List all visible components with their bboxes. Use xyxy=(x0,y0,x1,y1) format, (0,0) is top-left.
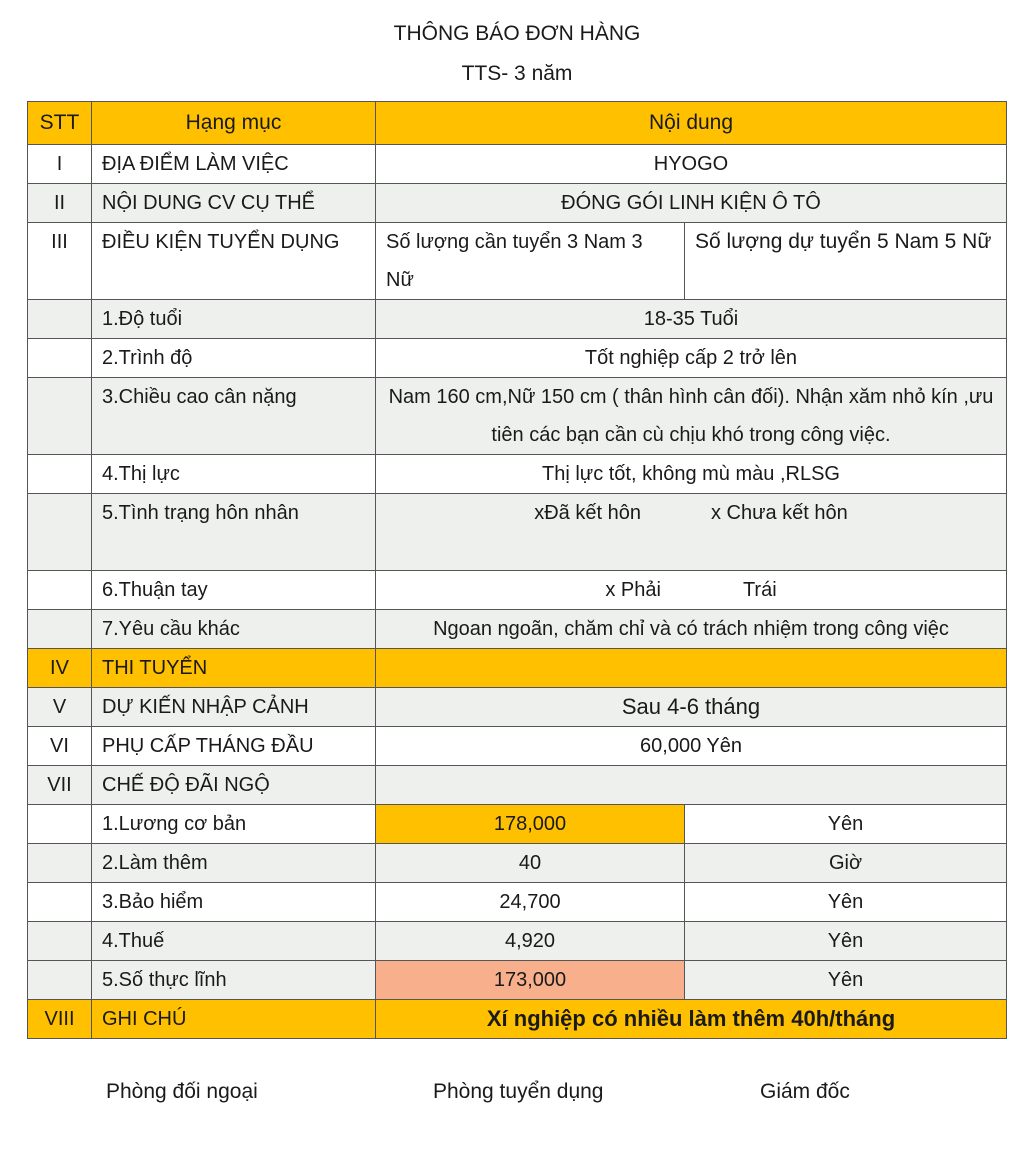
row-stt-empty xyxy=(28,844,92,883)
row-label: 3.Bảo hiểm xyxy=(92,883,376,922)
table-row-other xyxy=(28,610,1007,649)
row-value: ĐÓNG GÓI LINH KIỆN Ô TÔ xyxy=(376,184,1007,223)
row-stt: V xyxy=(28,688,92,727)
row-stt-empty xyxy=(28,378,92,455)
table-row-benefits xyxy=(28,766,1007,805)
row-value: 18-35 Tuổi xyxy=(376,300,1007,339)
table-row-insurance xyxy=(28,883,1007,922)
table-row-eyesight xyxy=(28,455,1007,494)
row-label: PHỤ CẤP THÁNG ĐẦU xyxy=(92,727,376,766)
row-label: THI TUYỂN xyxy=(92,649,376,688)
handedness-options xyxy=(376,571,1007,610)
row-stt-empty xyxy=(28,805,92,844)
base-salary-amount: 178,000 xyxy=(376,805,685,844)
table-row-age xyxy=(28,300,1007,339)
table-row-exam xyxy=(28,649,1007,688)
signature-foreign-affairs: Phòng đối ngoại xyxy=(106,1080,258,1103)
row-stt: VI xyxy=(28,727,92,766)
row-label: 4.Thuế xyxy=(92,922,376,961)
row-value xyxy=(376,766,1007,805)
candidate-count: Số lượng dự tuyển 5 Nam 5 Nữ xyxy=(685,223,1007,300)
handedness-option-left: Trái xyxy=(742,579,777,601)
document-title: THÔNG BÁO ĐƠN HÀNG xyxy=(393,22,641,45)
row-label: CHẾ ĐỘ ĐÃI NGỘ xyxy=(92,766,376,805)
row-label: 3.Chiều cao cân nặng xyxy=(92,378,376,455)
insurance-amount: 24,700 xyxy=(376,883,685,922)
row-value: Sau 4-6 tháng xyxy=(376,688,1007,727)
net-pay-amount: 173,000 xyxy=(376,961,685,1000)
note-value: Xí nghiệp có nhiều làm thêm 40h/tháng xyxy=(376,1000,1007,1039)
row-stt-empty xyxy=(28,300,92,339)
table-row-allowance xyxy=(28,727,1007,766)
marital-options xyxy=(376,494,1007,571)
row-stt-empty xyxy=(28,339,92,378)
row-stt-empty xyxy=(28,961,92,1000)
row-label: GHI CHÚ xyxy=(92,1000,376,1039)
row-unit: Yên xyxy=(685,883,1007,922)
table-row-height-weight xyxy=(28,378,1007,455)
row-label: 1.Lương cơ bản xyxy=(92,805,376,844)
row-label: NỘI DUNG CV CỤ THỂ xyxy=(92,184,376,223)
row-label: ĐỊA ĐIỂM LÀM VIỆC xyxy=(92,145,376,184)
row-label: 7.Yêu cầu khác xyxy=(92,610,376,649)
row-unit: Yên xyxy=(685,922,1007,961)
row-stt-empty xyxy=(28,455,92,494)
row-stt-empty xyxy=(28,610,92,649)
order-table xyxy=(27,101,1007,1039)
needed-count: Số lượng cần tuyển 3 Nam 3 Nữ xyxy=(376,223,685,300)
table-header-row xyxy=(28,102,1007,145)
header-content: Nội dung xyxy=(376,102,1007,145)
table-row-handedness xyxy=(28,571,1007,610)
row-label: 2.Làm thêm xyxy=(92,844,376,883)
row-value: HYOGO xyxy=(376,145,1007,184)
row-stt: II xyxy=(28,184,92,223)
row-stt: I xyxy=(28,145,92,184)
row-stt: VII xyxy=(28,766,92,805)
row-label: 1.Độ tuổi xyxy=(92,300,376,339)
row-unit: Yên xyxy=(685,805,1007,844)
row-label: 5.Tình trạng hôn nhân xyxy=(92,494,376,571)
marital-option-single: x Chưa kết hôn xyxy=(710,502,848,524)
row-value: Ngoan ngoãn, chăm chỉ và có trách nhiệm trong công việc xyxy=(376,610,1007,649)
table-row-education xyxy=(28,339,1007,378)
row-value: 60,000 Yên xyxy=(376,727,1007,766)
row-stt-empty xyxy=(28,883,92,922)
table-row-tax xyxy=(28,922,1007,961)
table-row-net-pay xyxy=(28,961,1007,1000)
table-row-overtime xyxy=(28,844,1007,883)
row-label: ĐIỀU KIỆN TUYỂN DỤNG xyxy=(92,223,376,300)
row-value: Tốt nghiệp cấp 2 trở lên xyxy=(376,339,1007,378)
row-label: 6.Thuận tay xyxy=(92,571,376,610)
document-subtitle: TTS- 3 năm xyxy=(461,62,573,85)
row-stt: III xyxy=(28,223,92,300)
table-row-recruit-conditions xyxy=(28,223,1007,300)
row-unit: Giờ xyxy=(685,844,1007,883)
row-label: 5.Số thực lĩnh xyxy=(92,961,376,1000)
marital-option-married: xĐã kết hôn xyxy=(534,502,641,524)
header-category: Hạng mục xyxy=(92,102,376,145)
row-stt-empty xyxy=(28,571,92,610)
row-value: Nam 160 cm,Nữ 150 cm ( thân hình cân đối). Nhận xăm nhỏ kín ,ưu tiên các bạn cần cù chịu khó trong công việc. xyxy=(376,378,1007,455)
row-value: Thị lực tốt, không mù màu ,RLSG xyxy=(376,455,1007,494)
row-value xyxy=(376,649,1007,688)
row-stt-empty xyxy=(28,494,92,571)
signature-director: Giám đốc xyxy=(760,1080,850,1103)
table-row-base-salary xyxy=(28,805,1007,844)
header-stt: STT xyxy=(28,102,92,145)
overtime-amount: 40 xyxy=(376,844,685,883)
row-label: DỰ KIẾN NHẬP CẢNH xyxy=(92,688,376,727)
row-unit: Yên xyxy=(685,961,1007,1000)
table-row-note xyxy=(28,1000,1007,1039)
table-row-entry xyxy=(28,688,1007,727)
row-stt: VIII xyxy=(28,1000,92,1039)
handedness-option-right: x Phải xyxy=(605,579,661,601)
tax-amount: 4,920 xyxy=(376,922,685,961)
signature-recruitment: Phòng tuyển dụng xyxy=(433,1080,604,1103)
table-row-job-content xyxy=(28,184,1007,223)
row-stt: IV xyxy=(28,649,92,688)
row-label: 4.Thị lực xyxy=(92,455,376,494)
row-label: 2.Trình độ xyxy=(92,339,376,378)
row-stt-empty xyxy=(28,922,92,961)
table-row-work-location xyxy=(28,145,1007,184)
table-row-marital xyxy=(28,494,1007,571)
